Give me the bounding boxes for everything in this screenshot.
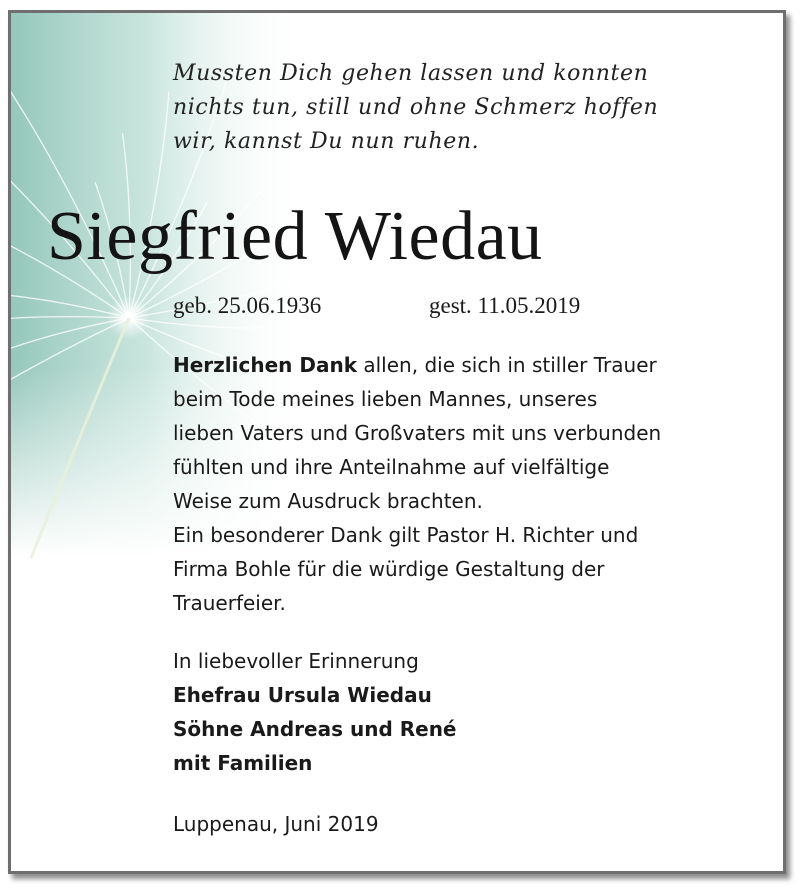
deceased-name: Siegfried Wiedau (47, 198, 543, 275)
memorial-verse (173, 57, 733, 159)
message-line: Trauerfeier. (173, 591, 286, 615)
message-line: allen, die sich in stiller Trauer (357, 353, 657, 377)
message-line: Weise zum Ausdruck brachten. (173, 489, 483, 513)
verse-line: wir, kannst Du nun ruhen. (173, 129, 480, 154)
verse-line: Mussten Dich gehen lassen und konnten (173, 61, 649, 86)
thanks-heading: Herzlichen Dank (173, 353, 358, 377)
signatory-line: mit Familien (173, 751, 313, 775)
place-and-date: Luppenau, Juni 2019 (173, 812, 379, 836)
birth-date: geb. 25.06.1936 (173, 293, 322, 318)
signatory-line: Söhne Andreas und René (173, 717, 457, 741)
closing-intro: In liebevoller Erinnerung (173, 649, 419, 673)
closing-block (173, 644, 773, 780)
message-line: Firma Bohle für die würdige Gestaltung der (173, 557, 605, 581)
message-line: beim Tode meines lieben Mannes, unseres (173, 387, 598, 411)
message-line: fühlten und ihre Anteilnahme auf vielfältige (173, 455, 610, 479)
thanks-message (173, 348, 773, 620)
verse-line: nichts tun, still und ohne Schmerz hoffen (173, 95, 659, 120)
signatory-line: Ehefrau Ursula Wiedau (173, 683, 432, 707)
death-date: gest. 11.05.2019 (429, 293, 581, 318)
message-line: Ein besonderer Dank gilt Pastor H. Richter und (173, 523, 639, 547)
life-dates (173, 291, 581, 321)
message-line: lieben Vaters und Großvaters mit uns verbunden (173, 421, 662, 445)
obituary-card (8, 10, 786, 874)
